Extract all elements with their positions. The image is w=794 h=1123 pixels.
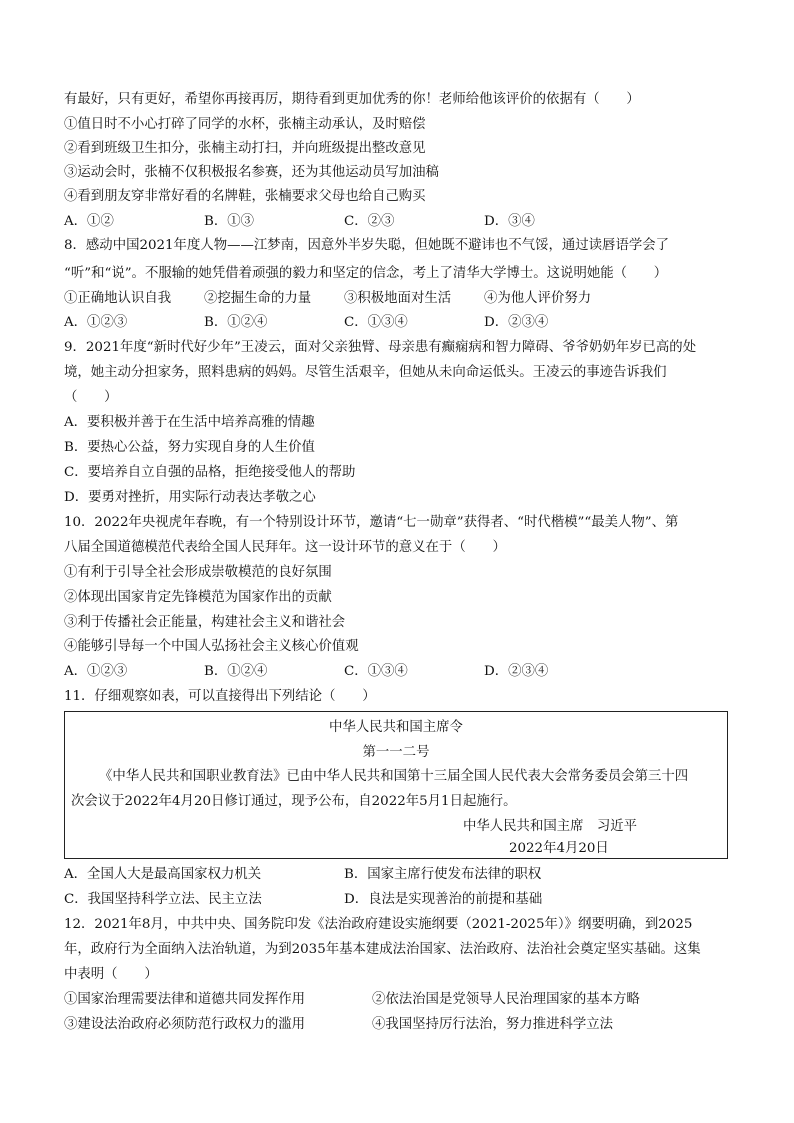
q7-option-c: C．②③ — [344, 214, 395, 229]
q8-option-d: D．②③④ — [484, 315, 549, 330]
q11-option-c: C．我国坚持科学立法、民主立法 — [64, 892, 262, 907]
q11-option-d: D．良法是实现善治的前提和基础 — [344, 892, 543, 907]
q8-item-1: ①正确地认识自我 — [64, 291, 172, 306]
q8-stem-line-2: “听”和“说”。不服输的她凭借着顽强的毅力和坚定的信念，考上了清华大学博士。这说明她能（ ） — [64, 266, 668, 281]
q12-item-4: ④我国坚持厉行法治，努力推进科学立法 — [372, 1017, 614, 1032]
q10-option-c: C．①③④ — [344, 664, 408, 679]
q11-option-a: A．全国人大是最高国家权力机关 — [64, 867, 262, 882]
decree-box — [64, 711, 728, 859]
q11-stem: 11．仔细观察如表，可以直接得出下列结论（ ） — [64, 689, 376, 704]
q10-stem-line-1: 10．2022年央视虎年春晚，有一个特别设计环节，邀请“七一勋章”获得者、“时代楷模”“最美人物”、第 — [64, 515, 679, 530]
q8-item-4: ④为他人评价努力 — [484, 291, 592, 306]
q7-item-2: ②看到班级卫生扣分，张楠主动打扫，并向班级提出整改意见 — [64, 141, 426, 156]
q12-stem-line-2: 年，政府行为全面纳入法治轨道，为到2035年基本建成法治国家、法治政府、法治社会奠定坚实基础。这集 — [64, 942, 701, 957]
q8-item-3: ③积极地面对生活 — [344, 291, 452, 306]
decree-body-line-1: 《中华人民共和国职业教育法》已由中华人民共和国第十三届全国人民代表大会常务委员会第三十四 — [99, 769, 689, 784]
q8-option-b: B．①②④ — [204, 315, 268, 330]
decree-number: 第一一二号 — [362, 745, 430, 760]
q10-item-4: ④能够引导每一个中国人弘扬社会主义核心价值观 — [64, 639, 359, 654]
q12-stem-line-3: 中表明（ ） — [64, 967, 158, 982]
decree-title: 中华人民共和国主席令 — [329, 720, 463, 735]
q10-option-b: B．①②④ — [204, 664, 268, 679]
q11-option-b: B．国家主席行使发布法律的职权 — [344, 867, 542, 882]
q8-stem-line-1: 8．感动中国2021年度人物——江梦南，因意外半岁失聪，但她既不避讳也不气馁，通过读唇语学会了 — [64, 238, 670, 253]
q9-option-d: D．要勇对挫折，用实际行动表达孝敬之心 — [64, 490, 316, 505]
q7-item-1: ①值日时不小心打碎了同学的水杯，张楠主动承认，及时赔偿 — [64, 117, 426, 132]
q10-option-a: A．①②③ — [64, 664, 128, 679]
q8-option-a: A．①②③ — [64, 315, 128, 330]
q8-option-c: C．①③④ — [344, 315, 408, 330]
decree-body-line-2: 次会议于2022年4月20日修订通过，现予公布，自2022年5月1日起施行。 — [71, 794, 517, 809]
q9-stem-line-2: 境，她主动分担家务，照料患病的妈妈。尽管生活艰辛，但她从未向命运低头。王凌云的事迹告诉我们 — [64, 365, 667, 380]
q9-stem-line-1: 9．2021年度“新时代好少年”王凌云，面对父亲独臂、母亲患有癫痫病和智力障碍、爷爷奶奶年岁已高的处 — [64, 340, 697, 355]
q12-item-2: ②依法治国是党领导人民治理国家的基本方略 — [372, 992, 640, 1007]
q10-stem-line-2: 八届全国道德模范代表给全国人民拜年。这一设计环节的意义在于（ ） — [64, 540, 506, 555]
q9-option-a: A．要积极并善于在生活中培养高雅的情趣 — [64, 415, 315, 430]
q7-option-d: D．③④ — [484, 214, 535, 229]
decree-signer: 中华人民共和国主席 习近平 — [463, 819, 638, 834]
q9-stem-line-3: （ ） — [64, 390, 118, 405]
q7-stem: 有最好，只有更好，希望你再接再厉，期待看到更加优秀的你！老师给他该评价的依据有（ ） — [64, 92, 640, 107]
q10-item-1: ①有利于引导全社会形成崇敬模范的良好氛围 — [64, 565, 332, 580]
q12-item-3: ③建设法治政府必须防范行政权力的滥用 — [64, 1017, 306, 1032]
q12-stem-line-1: 12．2021年8月，中共中央、国务院印发《法治政府建设实施纲要（2021-2025年）》纲要明确，到2025 — [64, 917, 693, 932]
q10-item-2: ②体现出国家肯定先锋模范为国家作出的贡献 — [64, 590, 332, 605]
q10-item-3: ③利于传播社会正能量，构建社会主义和谐社会 — [64, 615, 346, 630]
q7-item-4: ④看到朋友穿非常好看的名牌鞋，张楠要求父母也给自己购买 — [64, 189, 426, 204]
q7-option-b: B．①③ — [204, 214, 255, 229]
decree-date: 2022年4月20日 — [509, 841, 609, 856]
q7-item-3: ③运动会时，张楠不仅积极报名参赛，还为其他运动员写加油稿 — [64, 165, 439, 180]
q12-item-1: ①国家治理需要法律和道德共同发挥作用 — [64, 992, 306, 1007]
q10-option-d: D．②③④ — [484, 664, 549, 679]
q9-option-c: C．要培养自立自强的品格，拒绝接受他人的帮助 — [64, 465, 356, 480]
q8-item-2: ②挖掘生命的力量 — [204, 291, 312, 306]
q7-option-a: A．①② — [64, 214, 114, 229]
q9-option-b: B．要热心公益，努力实现自身的人生价值 — [64, 440, 315, 455]
